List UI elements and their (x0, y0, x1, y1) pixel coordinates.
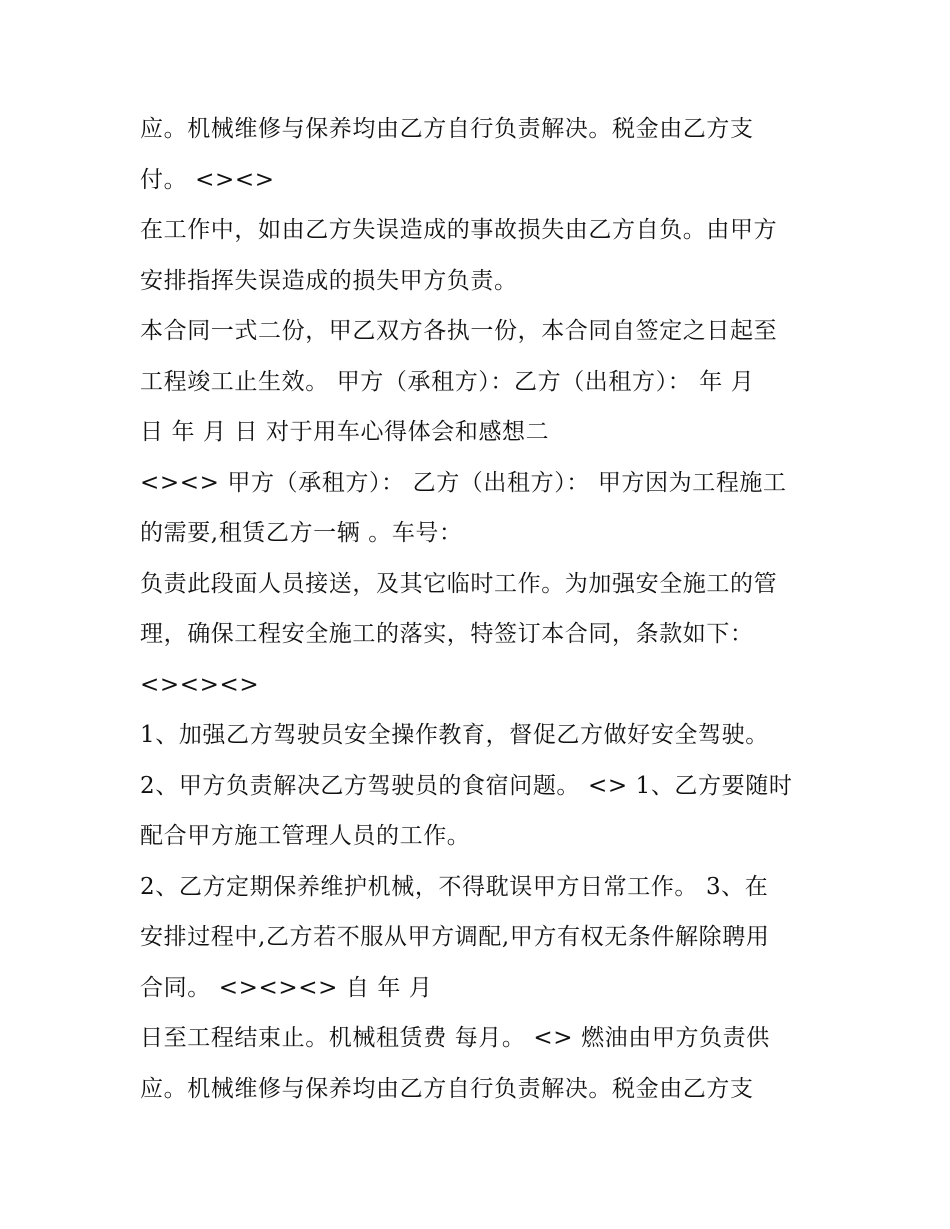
text-line-12: <><><> (140, 671, 260, 698)
text-line-7: 日 年 月 日 对于用车心得体会和感想二 (140, 419, 550, 445)
text-line-16: 2、乙方定期保养维护机械，不得耽误甲方日常工作。 3、在 (140, 873, 769, 900)
text-line-18: 合同。 <><><> 自 年 月 (140, 974, 433, 1001)
text-line-11: 理，确保工程安全施工的落实，特签订本合同，条款如下： (140, 621, 754, 647)
text-line-19: 日至工程结束止。机械租赁费 每月。 <> 燃油由甲方负责供 (140, 1025, 770, 1051)
text-line-8: <><> 甲方（承租方）： 乙方（出租方）： 甲方因为工程施工 (140, 469, 787, 496)
text-line-2: 付。 <><> (140, 166, 275, 193)
text-line-9: 的需要,租赁乙方一辆 。车号： (140, 520, 463, 546)
text-line-10: 负责此段面人员接送，及其它临时工作。为加强安全施工的管 (140, 570, 778, 597)
text-line-15: 配合甲方施工管理人员的工作。 (140, 823, 471, 849)
text-line-20: 应。机械维修与保养均由乙方自行负责解决。税金由乙方支 (140, 1075, 754, 1102)
text-line-1: 应。机械维修与保养均由乙方自行负责解决。税金由乙方支 (140, 116, 754, 142)
text-line-17: 安排过程中,乙方若不服从甲方调配,甲方有权无条件解除聘用 (140, 924, 770, 950)
text-line-13: 1、加强乙方驾驶员安全操作教育，督促乙方做好安全驾驶。 (140, 722, 769, 748)
text-line-4: 安排指挥失误造成的损失甲方负责。 (140, 267, 518, 294)
text-line-5: 本合同一式二份，甲乙双方各执一份，本合同自签定之日起至 (140, 318, 778, 344)
text-line-6: 工程竣工止生效。 甲方（承租方）：乙方（出租方）： 年 月 (140, 368, 755, 395)
text-line-3: 在工作中，如由乙方失误造成的事故损失由乙方自负。由甲方 (140, 217, 778, 243)
text-line-14: 2、甲方负责解决乙方驾驶员的食宿问题。 <> 1、乙方要随时 (140, 772, 793, 799)
contract-body-text (140, 104, 820, 1114)
